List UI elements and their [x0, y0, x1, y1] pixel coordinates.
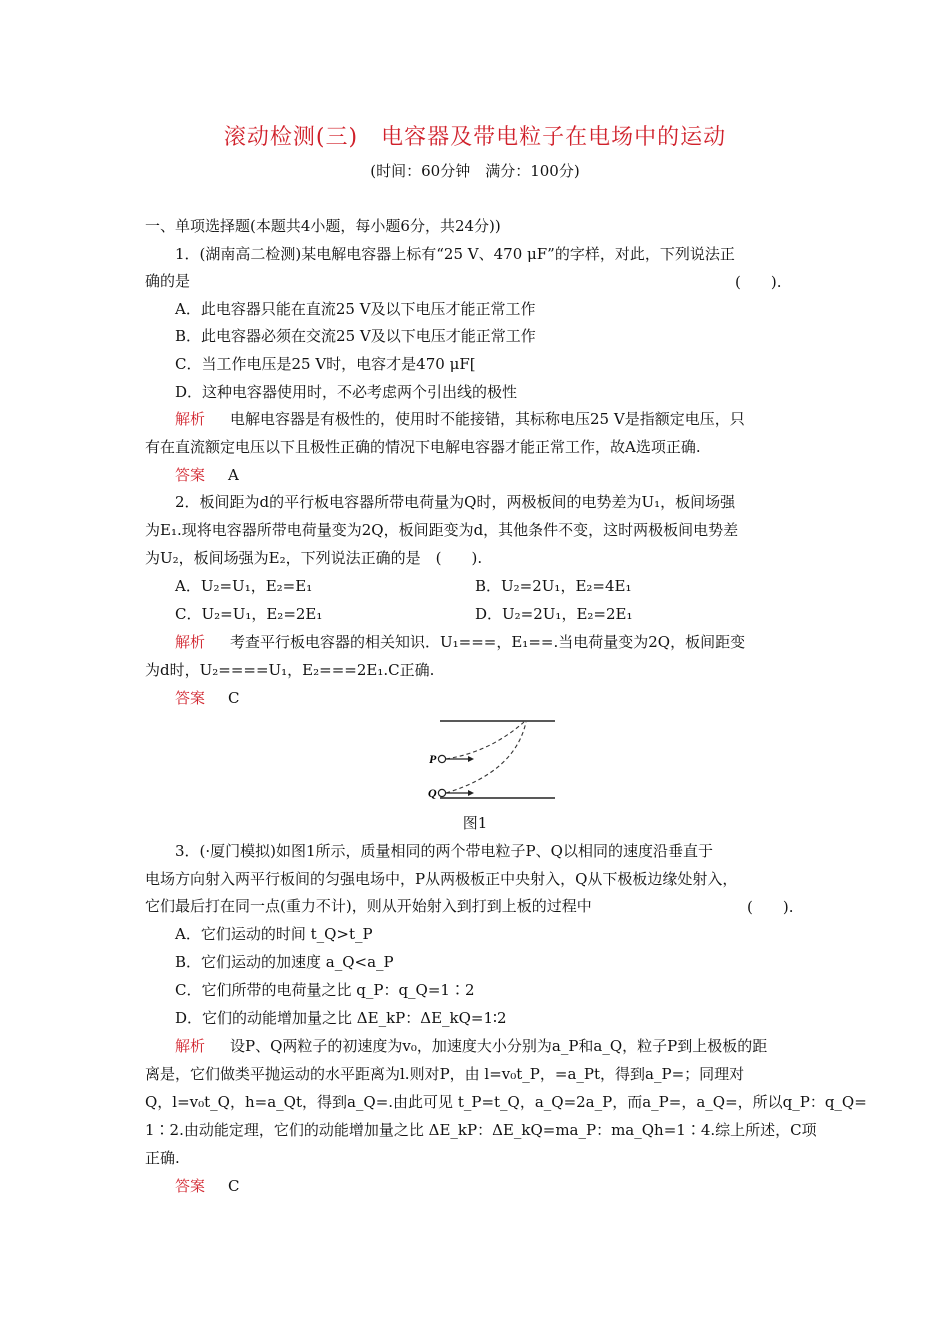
q1-answer-blank: ( ). — [735, 273, 782, 291]
q2-analysis-line1: 考查平行板电容器的相关知识．U₁===，E₁==.当电荷量变为2Q，板间距变 — [230, 633, 746, 651]
trajectory-p — [446, 722, 524, 759]
q2-answer: C — [228, 689, 240, 707]
q3-stem-line2: 电场方向射入两平行板间的匀强电场中，P从两极板正中央射入，Q从下极板边缘处射入， — [145, 870, 738, 888]
q1-answer: A — [228, 466, 239, 484]
q2-stem-line1: 2．板间距为d的平行板电容器所带电荷量为Q时，两极板间的电势差为U₁，板间场强 — [175, 493, 736, 511]
q1-analysis-line1: 电解电容器是有极性的，使用时不能接错，其标称电压25 V是指额定电压，只 — [230, 410, 745, 428]
q3-analysis-line5: 正确. — [145, 1149, 180, 1167]
particle-p — [438, 755, 445, 762]
q2-analysis-line2: 为d时，U₂====U₁，E₂===2E₁.C正确. — [145, 661, 435, 679]
q1-option-b: B．此电容器必须在交流25 V及以下电压才能正常工作 — [175, 327, 536, 345]
q2-option-d: D．U₂=2U₁，E₂=2E₁ — [475, 605, 633, 623]
q3-stem-line1: 3．(·厦门模拟)如图1所示，质量相同的两个带电粒子P、Q以相同的速度沿垂直于 — [175, 842, 713, 860]
q2-stem-line2: 为E₁.现将电容器所带电荷量变为2Q，板间距变为d，其他条件不变，这时两极板间电势差 — [145, 521, 739, 539]
figure-1-caption: 图1 — [462, 814, 488, 832]
page-subtitle: (时间：60分钟 满分：100分) — [370, 162, 580, 180]
q1-analysis-line2: 有在直流额定电压以下且极性正确的情况下电解电容器才能正常工作，故A选项正确. — [145, 438, 701, 456]
q3-stem-line3: 它们最后打在同一点(重力不计)，则从开始射入到打到上板的过程中 — [145, 897, 592, 915]
q3-answer-blank: ( ). — [747, 898, 794, 916]
velocity-arrowhead-p — [468, 756, 474, 762]
label-q: Q — [428, 786, 437, 800]
velocity-arrowhead-q — [468, 790, 474, 796]
q3-option-c: C．它们所带的电荷量之比 q_P：q_Q=1∶2 — [175, 981, 475, 999]
q1-option-a: A．此电容器只能在直流25 V及以下电压才能正常工作 — [175, 300, 536, 318]
particle-q — [438, 789, 445, 796]
q1-analysis-label: 解析 — [175, 410, 206, 428]
q2-option-b: B．U₂=2U₁，E₂=4E₁ — [475, 577, 632, 595]
q3-analysis-line3: Q，l=v₀t_Q，h=a_Qt，得到a_Q=.由此可见 t_P=t_Q，a_Q=2a_P，而a_P=，a_Q=，所以q_P：q_Q= — [145, 1093, 867, 1111]
q1-stem-line1: 1．(湖南高二检测)某电解电容器上标有“25 V、470 μF”的字样，对此，下列说法正 — [175, 245, 735, 263]
q2-option-c: C．U₂=U₁，E₂=2E₁ — [175, 605, 323, 623]
figure-1-parallel-plates — [420, 712, 570, 808]
q3-option-a: A．它们运动的时间 t_Q>t_P — [175, 925, 373, 943]
q1-answer-label: 答案 — [175, 466, 206, 484]
q1-option-d: D．这种电容器使用时，不必考虑两个引出线的极性 — [175, 383, 518, 401]
q2-option-a: A．U₂=U₁，E₂=E₁ — [175, 577, 313, 595]
q3-analysis-line4: 1∶2.由动能定理，它们的动能增加量之比 ΔE_kP：ΔE_kQ=ma_P：ma_Qh=1∶4.综上所述，C项 — [145, 1121, 817, 1139]
q1-stem-line2: 确的是 — [145, 272, 191, 290]
q3-option-b: B．它们运动的加速度 a_Q<a_P — [175, 953, 394, 971]
q3-answer: C — [228, 1177, 240, 1195]
q3-option-d: D．它们的动能增加量之比 ΔE_kP：ΔE_kQ=1∶2 — [175, 1009, 507, 1027]
q2-stem-line3: 为U₂，板间场强为E₂，下列说法正确的是 ( ). — [145, 549, 483, 567]
q3-analysis-label: 解析 — [175, 1037, 206, 1055]
q1-option-c: C．当工作电压是25 V时，电容才是470 μF[ — [175, 355, 476, 373]
q3-analysis-line1: 设P、Q两粒子的初速度为v₀，加速度大小分别为a_P和a_Q，粒子P到上极板的距 — [230, 1037, 768, 1055]
section-heading: 一、单项选择题(本题共4小题，每小题6分，共24分)) — [145, 217, 501, 235]
page-title: 滚动检测(三) 电容器及带电粒子在电场中的运动 — [223, 125, 727, 150]
q3-analysis-line2: 离是，它们做类平抛运动的水平距离为l.则对P，由 l=v₀t_P，=a_Pt，得到a_P=；同理对 — [145, 1065, 745, 1083]
label-p: P — [429, 752, 437, 766]
trajectory-q — [446, 722, 526, 793]
q2-analysis-label: 解析 — [175, 633, 206, 651]
q2-answer-label: 答案 — [175, 689, 206, 707]
q3-answer-label: 答案 — [175, 1177, 206, 1195]
